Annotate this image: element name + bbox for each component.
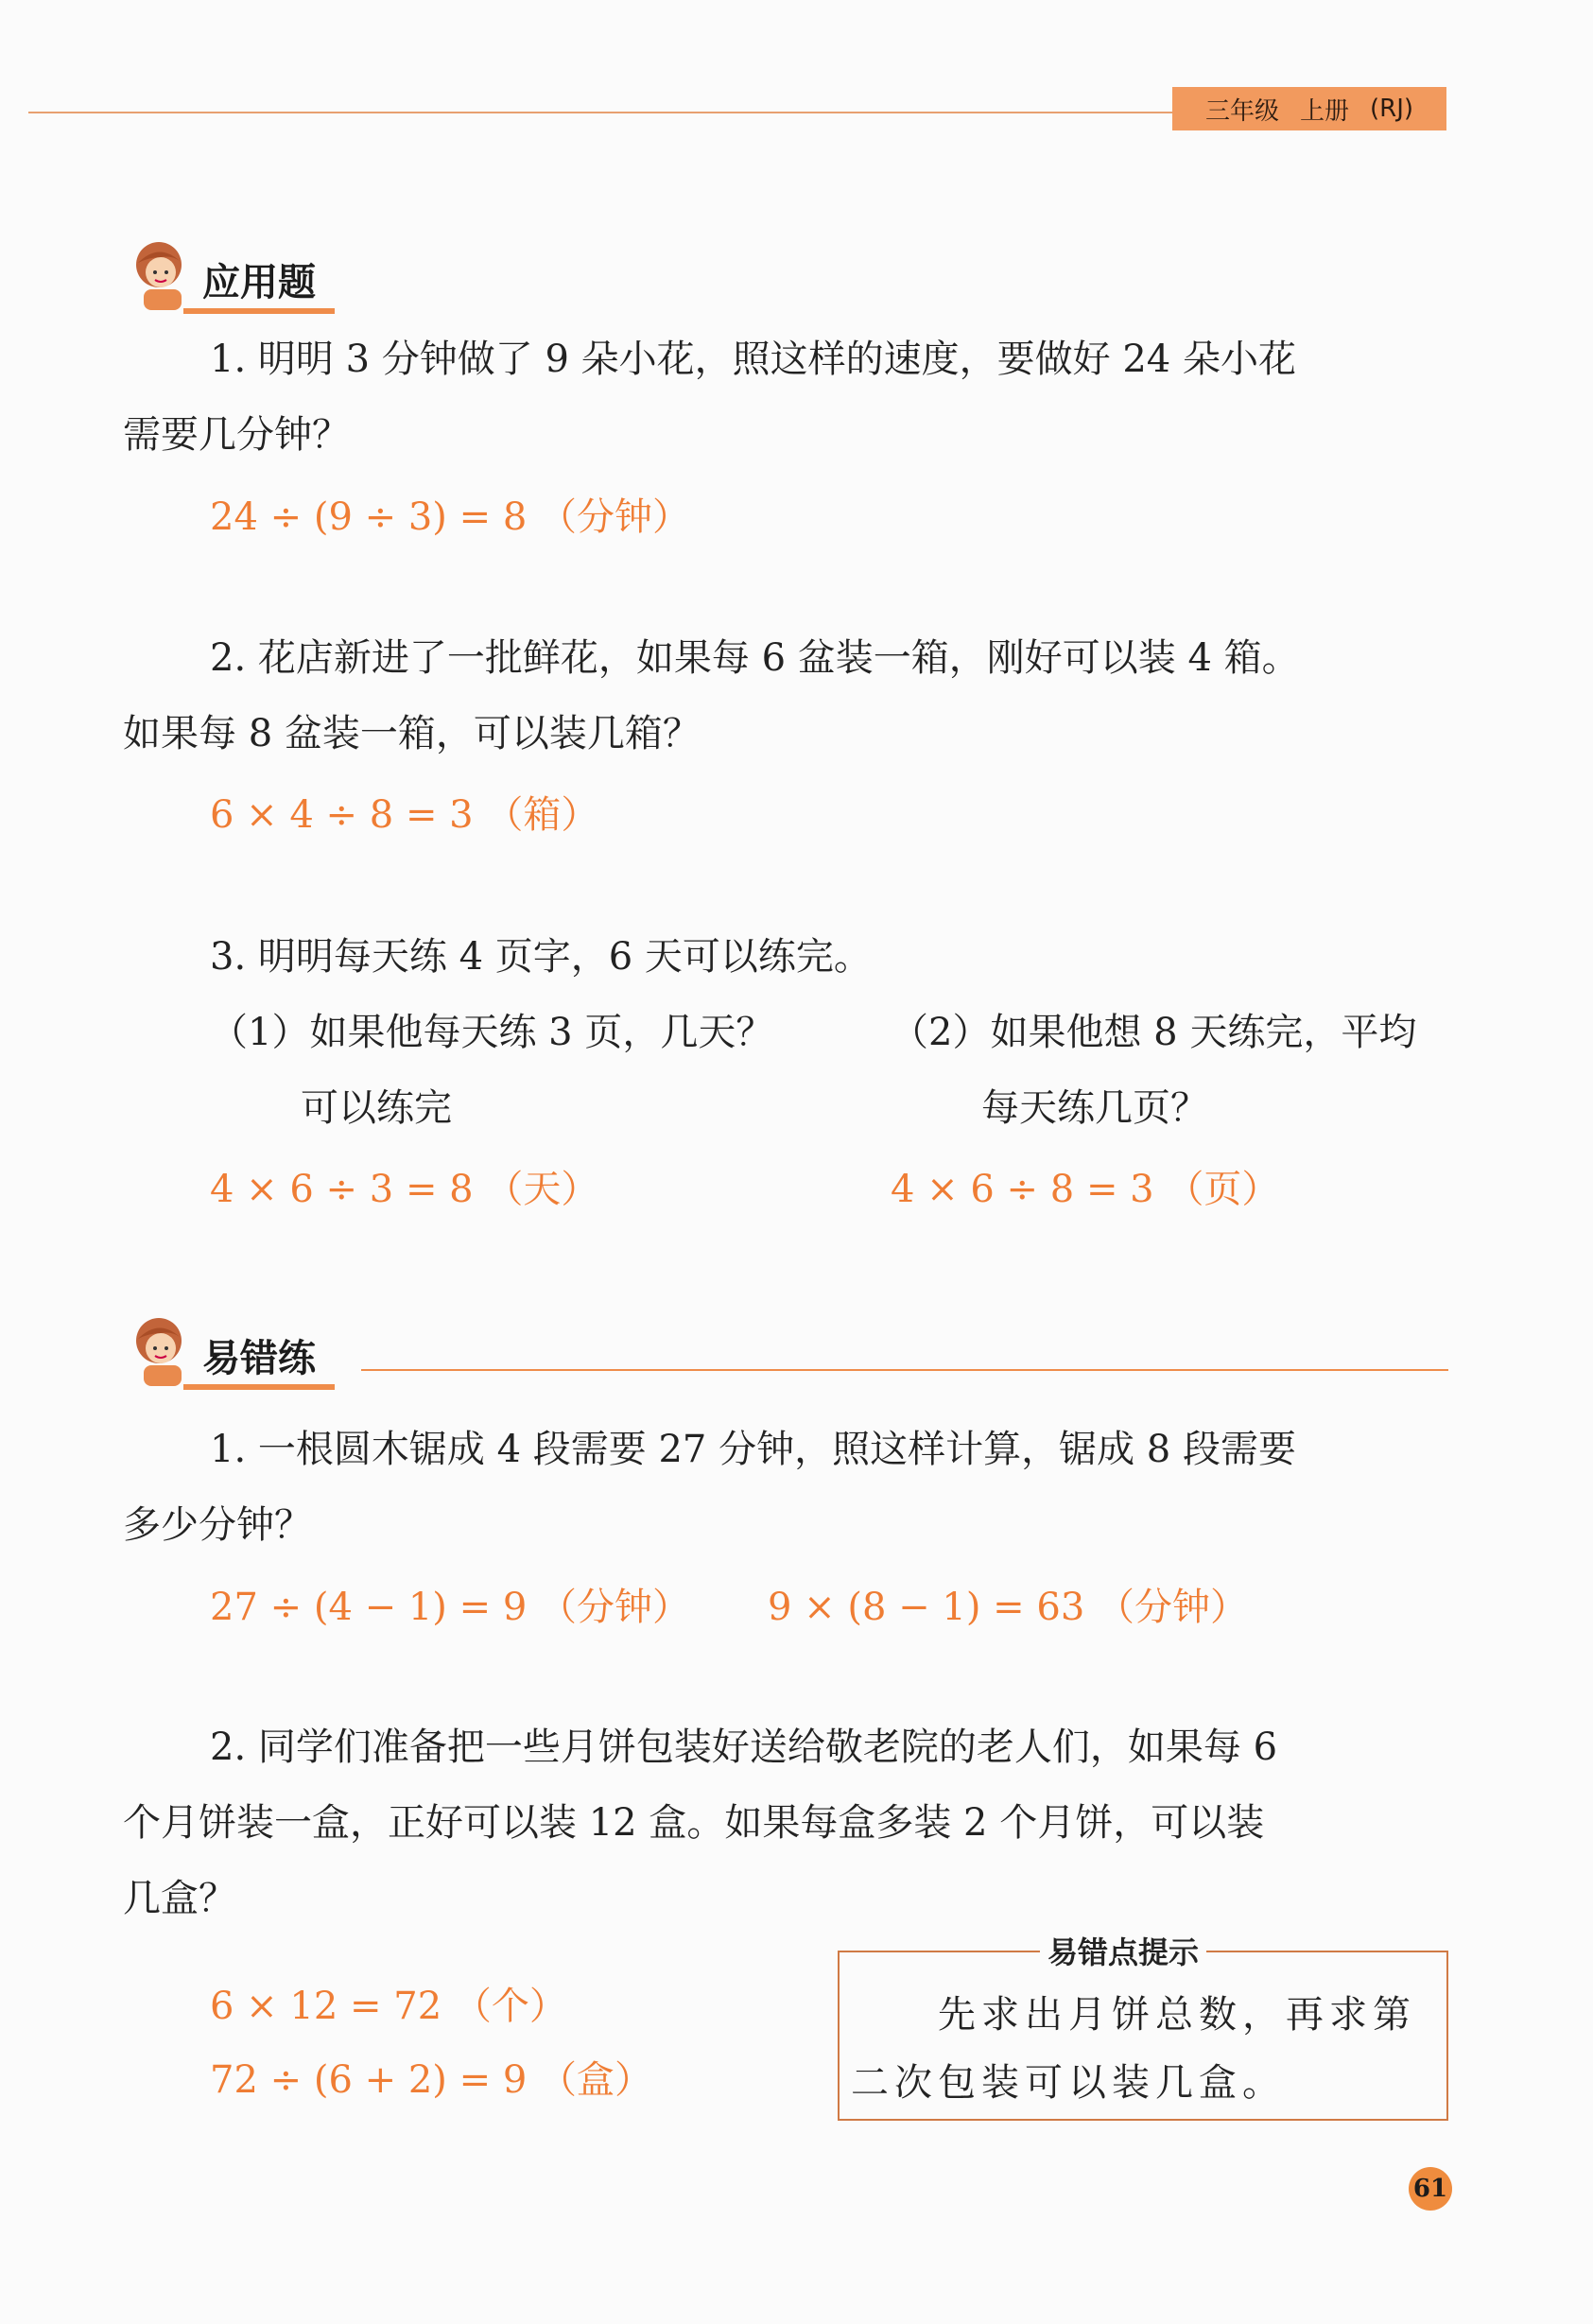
error-q2-line2: 个月饼装一盒，正好可以装 12 盒。如果每盒多装 2 个月饼，可以装	[123, 1801, 1265, 1845]
error-q2-answer2: 72 ÷ (6 + 2) = 9 （盒）	[210, 2058, 653, 2102]
page-number: 61	[1409, 2167, 1452, 2211]
girl-mascot-icon	[123, 236, 199, 312]
tip-line1: 先求出月饼总数，再求第	[938, 1993, 1416, 2037]
error-q2-line1: 2. 同学们准备把一些月饼包装好送给敬老院的老人们，如果每 6	[210, 1726, 1278, 1769]
grade-tag	[1172, 87, 1446, 130]
applied-q3-stem: 3. 明明每天练 4 页字，6 天可以练完。	[210, 935, 872, 979]
section-heading-error-prone	[123, 1312, 316, 1388]
applied-q3-part2-line2: 每天练几页？	[981, 1086, 1208, 1130]
header-rule	[28, 112, 1172, 113]
applied-q3-part2-line1: （2）如果他想 8 天练完，平均	[891, 1011, 1417, 1054]
error-q2-answer1: 6 × 12 = 72 （个）	[210, 1985, 567, 2028]
applied-q3-part2-answer: 4 × 6 ÷ 8 = 3 （页）	[891, 1168, 1280, 1211]
section-heading-applied	[123, 236, 316, 312]
section-rule	[361, 1369, 1448, 1371]
applied-q3-part1-line1: （1）如果他每天练 3 页，几天？	[210, 1011, 774, 1054]
grade-label: 三年级	[1204, 96, 1279, 126]
tip-title: 易错点提示	[1040, 1929, 1206, 1972]
applied-q1-line1: 1. 明明 3 分钟做了 9 朵小花，照这样的速度，要做好 24 朵小花	[210, 338, 1296, 381]
applied-q3-part1-line2: 可以练完	[301, 1086, 452, 1130]
applied-q2-answer: 6 × 4 ÷ 8 = 3 （箱）	[210, 793, 599, 837]
section-title: 应用题	[202, 252, 316, 312]
applied-q2-line1: 2. 花店新进了一批鲜花，如果每 6 盆装一箱，刚好可以装 4 箱。	[210, 636, 1300, 680]
tip-text	[851, 1981, 1437, 2117]
girl-mascot-icon	[123, 1312, 199, 1388]
applied-q1-line2: 需要几分钟？	[123, 413, 350, 457]
tip-line2: 二次包装可以装几盒。	[851, 2061, 1286, 2105]
error-q1-line2: 多少分钟？	[123, 1503, 312, 1547]
applied-q1-answer: 24 ÷ (9 ÷ 3) = 8 （分钟）	[210, 495, 691, 539]
applied-q3-part1-answer: 4 × 6 ÷ 3 = 8 （天）	[210, 1168, 599, 1211]
volume-label: 上册	[1299, 96, 1349, 126]
error-q1-answer1: 27 ÷ (4 − 1) = 9 （分钟）	[210, 1586, 691, 1629]
error-q1-line1: 1. 一根圆木锯成 4 段需要 27 分钟，照这样计算，锯成 8 段需要	[210, 1428, 1296, 1471]
section-title: 易错练	[202, 1328, 316, 1388]
edition-label: (RJ)	[1370, 95, 1414, 123]
error-q1-answer2: 9 × (8 − 1) = 63 （分钟）	[768, 1586, 1249, 1629]
error-q2-line3: 几盒？	[123, 1877, 236, 1920]
applied-q2-line2: 如果每 8 盆装一箱，可以装几箱？	[123, 712, 701, 755]
